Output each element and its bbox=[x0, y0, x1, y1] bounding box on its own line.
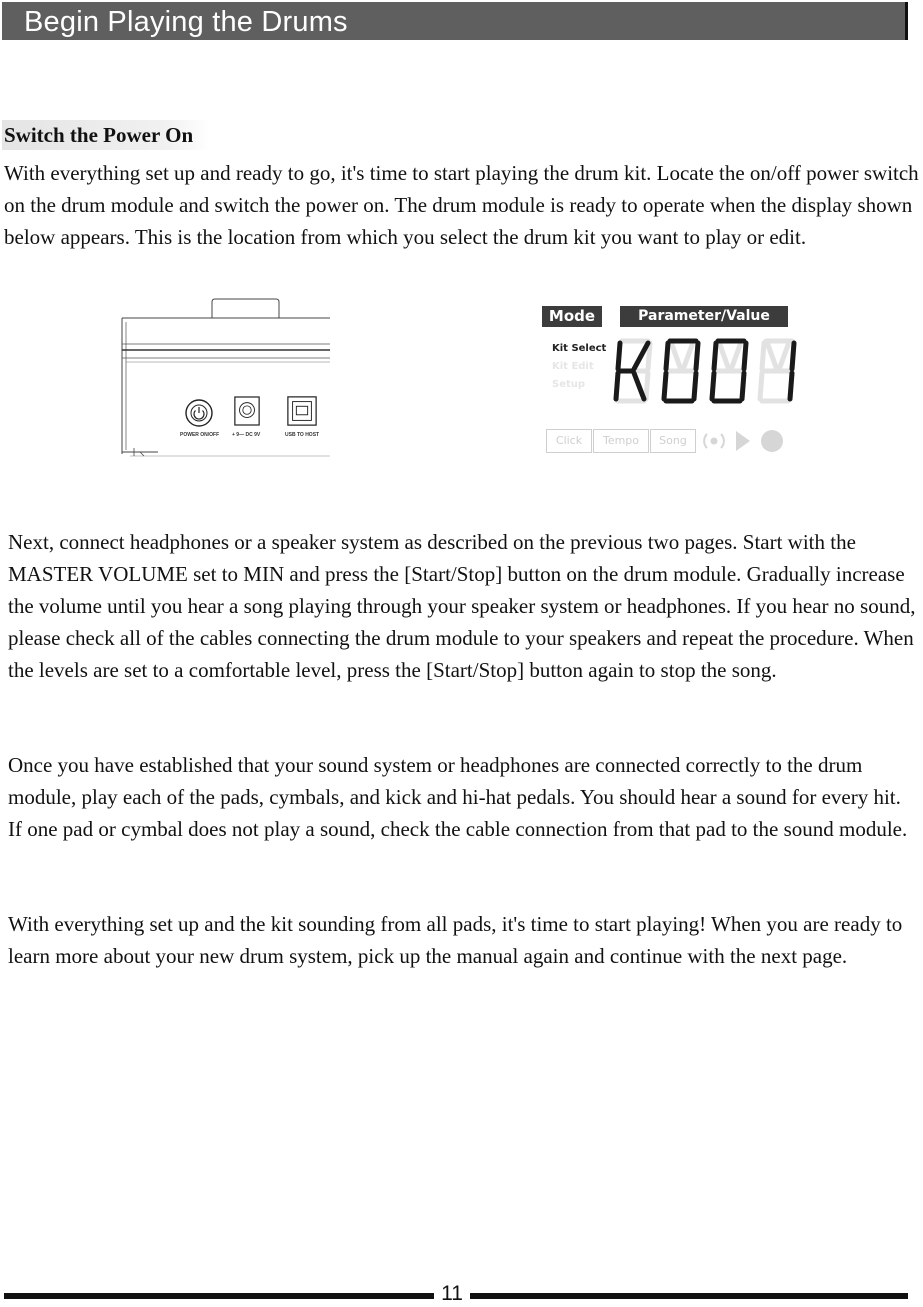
page-title: Begin Playing the Drums bbox=[24, 6, 348, 38]
paragraph-pad-check: Once you have established that your sound system or headphones are connected correctly to the drum module, play each of the pads, cymbals, and kick and hi-hat pedals. You should hear a sound for every hit. If one pad or cymbal does not play a sound, check the cable connection from that pad to the sound module. bbox=[8, 753, 908, 841]
lcd-transport-icons bbox=[702, 427, 802, 455]
parameter-value-label: Parameter/Value bbox=[620, 306, 788, 327]
paragraph-volume: Next, connect headphones or a speaker system as described on the previous two pages. Start with the MASTER VOLUME set to MIN and press the [Start/Stop] button on the drum module. Gradually increase the volume until you hear a song playing through your speaker system or headphones. If you hear no sound, please check all of the cables connecting the drum module to your speakers and repeat the procedure. When the levels are set to a comfortable level, press the [Start/Stop] button again to stop the song. bbox=[8, 530, 916, 682]
record-icon bbox=[761, 430, 783, 452]
lcd-song-indicator: Song bbox=[650, 429, 696, 453]
usb-port-icon bbox=[286, 395, 318, 427]
port-label-dc: + 9— DC 9V bbox=[232, 432, 261, 438]
paragraph-continue: With everything set up and the kit sounding from all pads, it's time to start playing! When you are ready to learn more about your new drum system, pick up the manual again and continue with the next page. bbox=[8, 912, 903, 968]
paragraph-power-on: With everything set up and ready to go, it's time to start playing the drum kit. Locate the on/off power switch on the drum module and switch the power on. The drum module is ready to operate when the display shown below appears. This is the location from which you select the drum kit you want to play or edit. bbox=[4, 161, 919, 249]
footer-rule-right bbox=[470, 1293, 908, 1299]
mode-label: Mode bbox=[542, 306, 602, 327]
page-number: 11 bbox=[441, 1282, 463, 1305]
header-bar bbox=[2, 2, 908, 40]
lcd-click-indicator: Click bbox=[546, 429, 592, 453]
lcd-display bbox=[542, 305, 804, 465]
menu-setup: Setup bbox=[552, 379, 586, 390]
power-button-icon bbox=[184, 398, 214, 428]
footer-rule-left bbox=[4, 1293, 434, 1299]
lcd-readout bbox=[612, 337, 802, 405]
lcd-tempo-indicator: Tempo bbox=[593, 429, 649, 453]
port-label-usb: USB TO HOST bbox=[285, 432, 320, 438]
menu-kit-edit: Kit Edit bbox=[552, 361, 594, 372]
menu-kit-select: Kit Select bbox=[552, 343, 607, 354]
port-label-power: POWER ON/OFF bbox=[180, 432, 220, 438]
play-icon bbox=[736, 431, 750, 451]
dc-jack-icon bbox=[233, 395, 261, 427]
radio-wave-icon bbox=[704, 434, 724, 448]
section-heading: Switch the Power On bbox=[2, 120, 209, 150]
module-panel-illustration bbox=[118, 296, 338, 468]
